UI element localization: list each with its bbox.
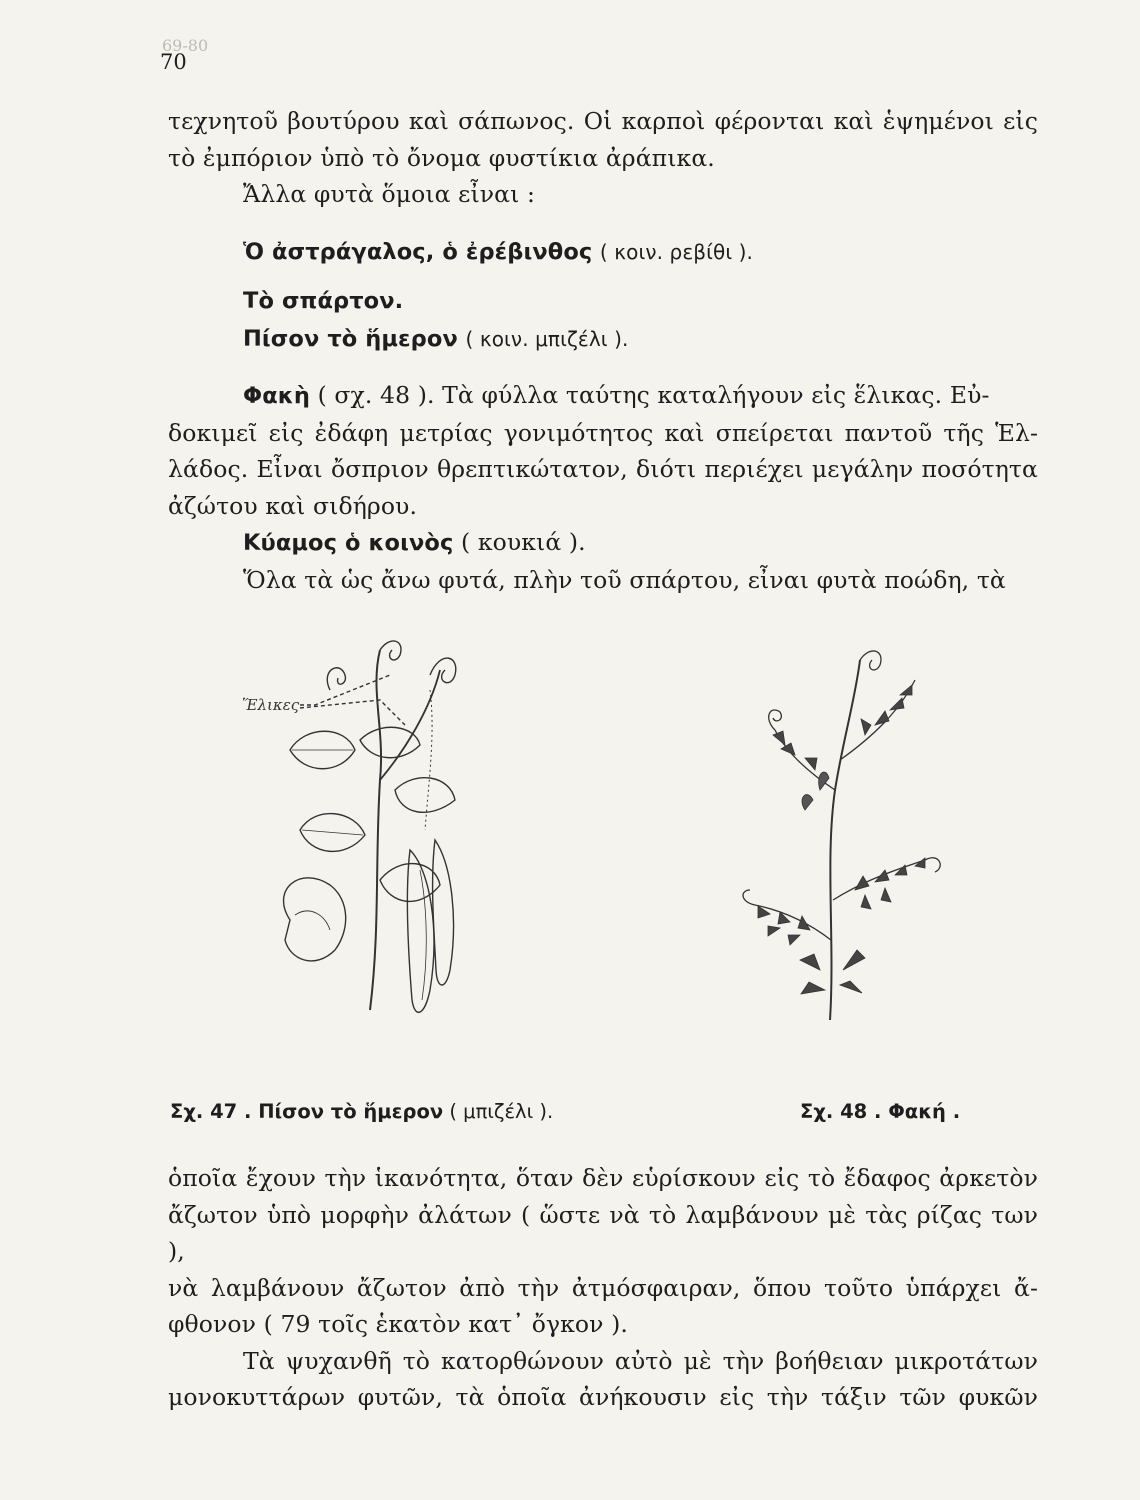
leaf <box>395 778 455 813</box>
caption-label: Σχ. 48 . Φακή . <box>800 1100 961 1123</box>
entry-kyamos <box>168 524 1038 562</box>
text-line: ἀζώτου καὶ σιδήρου. <box>168 491 418 520</box>
tendril-pointer-line <box>300 700 405 725</box>
text-line: ἄζωτον ὑπὸ μορφὴν ἀλάτων ( ὥστε νὰ τὸ λαμβάνουν μὲ τὰς ρίζας των ), <box>168 1200 1038 1265</box>
text-line: τεχνητοῦ βουτύρου καὶ σάπωνος. Οἱ καρποὶ φέρονται καὶ ἑψημένοι εἰς <box>168 107 1038 135</box>
lentil-plant-illustration <box>725 640 975 1040</box>
text-line: Τὰ ψυχανθῆ τὸ κατορθώνουν αὐτὸ μὲ τὴν βοήθειαν μικροτάτων <box>243 1346 1038 1375</box>
tendril-coil <box>327 668 345 690</box>
text-line: δοκιμεῖ εἰς ἐδάφη μετρίας γονιμότητος καὶ σπείρεται παντοῦ τῆς Ἑλ- <box>168 418 1038 447</box>
main-stem <box>370 650 381 1010</box>
entry-note: ( κουκιά ). <box>460 528 586 556</box>
caption-label: Σχ. 47 . Πίσον τὸ ἥμερον <box>170 1100 444 1123</box>
text-line: Ἄλλα φυτὰ ὅμοια εἶναι : <box>243 180 536 208</box>
leaflets <box>758 906 810 945</box>
entry-ref: ( σχ. 48 ). <box>317 381 435 409</box>
entry-note: ( κοιν. μπιζέλι ). <box>465 326 629 351</box>
text-line: τὸ ἐμπόριον ὑπὸ τὸ ὄνομα φυστίκια ἀράπικα. <box>168 143 715 172</box>
entry-term: Κύαμος ὁ κοινὸς <box>243 530 454 556</box>
entry-text: Τὰ φύλλα ταύτης καταλήγουν εἰς ἕλικας. Εὐ- <box>442 381 990 409</box>
leaf <box>360 727 420 757</box>
bleed-through-page-number: 69-80 <box>162 36 209 55</box>
entry-faki <box>168 377 1038 415</box>
text-line: μονοκυττάρων φυτῶν, τὰ ὁποῖα ἀνήκουσιν εἰς τὴν τάξιν τῶν φυκῶν <box>168 1383 1038 1411</box>
page-number: 70 <box>160 50 187 74</box>
entry-note: ( κοιν. ρεβίθι ). <box>599 239 754 264</box>
pea-pod <box>433 840 454 985</box>
main-stem <box>830 660 860 1020</box>
entry-pison <box>168 320 1038 358</box>
top-paragraphs <box>168 103 1038 598</box>
figure-47-caption <box>170 1100 553 1123</box>
side-stem <box>380 670 440 780</box>
entry-term: Φακὴ <box>243 383 310 409</box>
text-line: φθονον ( 79 τοῖς ἑκατὸν κατ᾽ ὄγκον ). <box>168 1310 628 1338</box>
entry-astragalos <box>168 233 1038 271</box>
text-line: ὁποῖα ἔχουν τὴν ἱκανότητα, ὅταν δὲν εὑρίσκουν εἰς τὸ ἔδαφος ἀρκετὸν <box>168 1164 1038 1192</box>
leaflets <box>861 685 912 735</box>
figure-48-caption <box>800 1100 960 1123</box>
leaflets <box>800 950 865 994</box>
tendril-coil <box>769 710 782 730</box>
tendril-coil <box>430 658 456 683</box>
leaf <box>380 864 440 902</box>
text-line: νὰ λαμβάνουν ἄζωτον ἀπὸ τὴν ἀτμόσφαιραν, ὅπου τοῦτο ὑπάρχει ἄ- <box>168 1273 1038 1302</box>
pea-flower <box>284 878 346 961</box>
bottom-paragraphs <box>168 1160 1038 1416</box>
entry-term: Τὸ σπάρτον. <box>243 288 404 314</box>
entry-term: Πίσον τὸ ἥμερον <box>243 325 458 352</box>
tendril-coil <box>380 641 401 660</box>
tendril-coil <box>925 858 940 872</box>
entry-spartos <box>168 282 1038 320</box>
lentil-flower <box>802 772 829 810</box>
helikes-label: Ἕλικες <box>242 696 300 714</box>
pea-plant-illustration <box>230 630 510 1060</box>
leaflets <box>855 858 925 909</box>
tendril-coil <box>743 890 755 905</box>
text-line: Ὅλα τὰ ὡς ἄνω φυτά, πλὴν τοῦ σπάρτου, εἶναι φυτὰ ποώδη, τὰ <box>243 565 1006 594</box>
leaflets <box>773 731 817 770</box>
caption-note: ( μπιζέλι ). <box>449 1100 554 1123</box>
entry-term: Ὁ ἀστράγαλος, ὁ ἐρέβινθος <box>243 238 593 265</box>
tendril-coil <box>860 651 881 670</box>
text-line: λάδος. Εἶναι ὄσπριον θρεπτικώτατον, διότι περιέχει μεγάλην ποσότητα <box>168 455 1038 483</box>
